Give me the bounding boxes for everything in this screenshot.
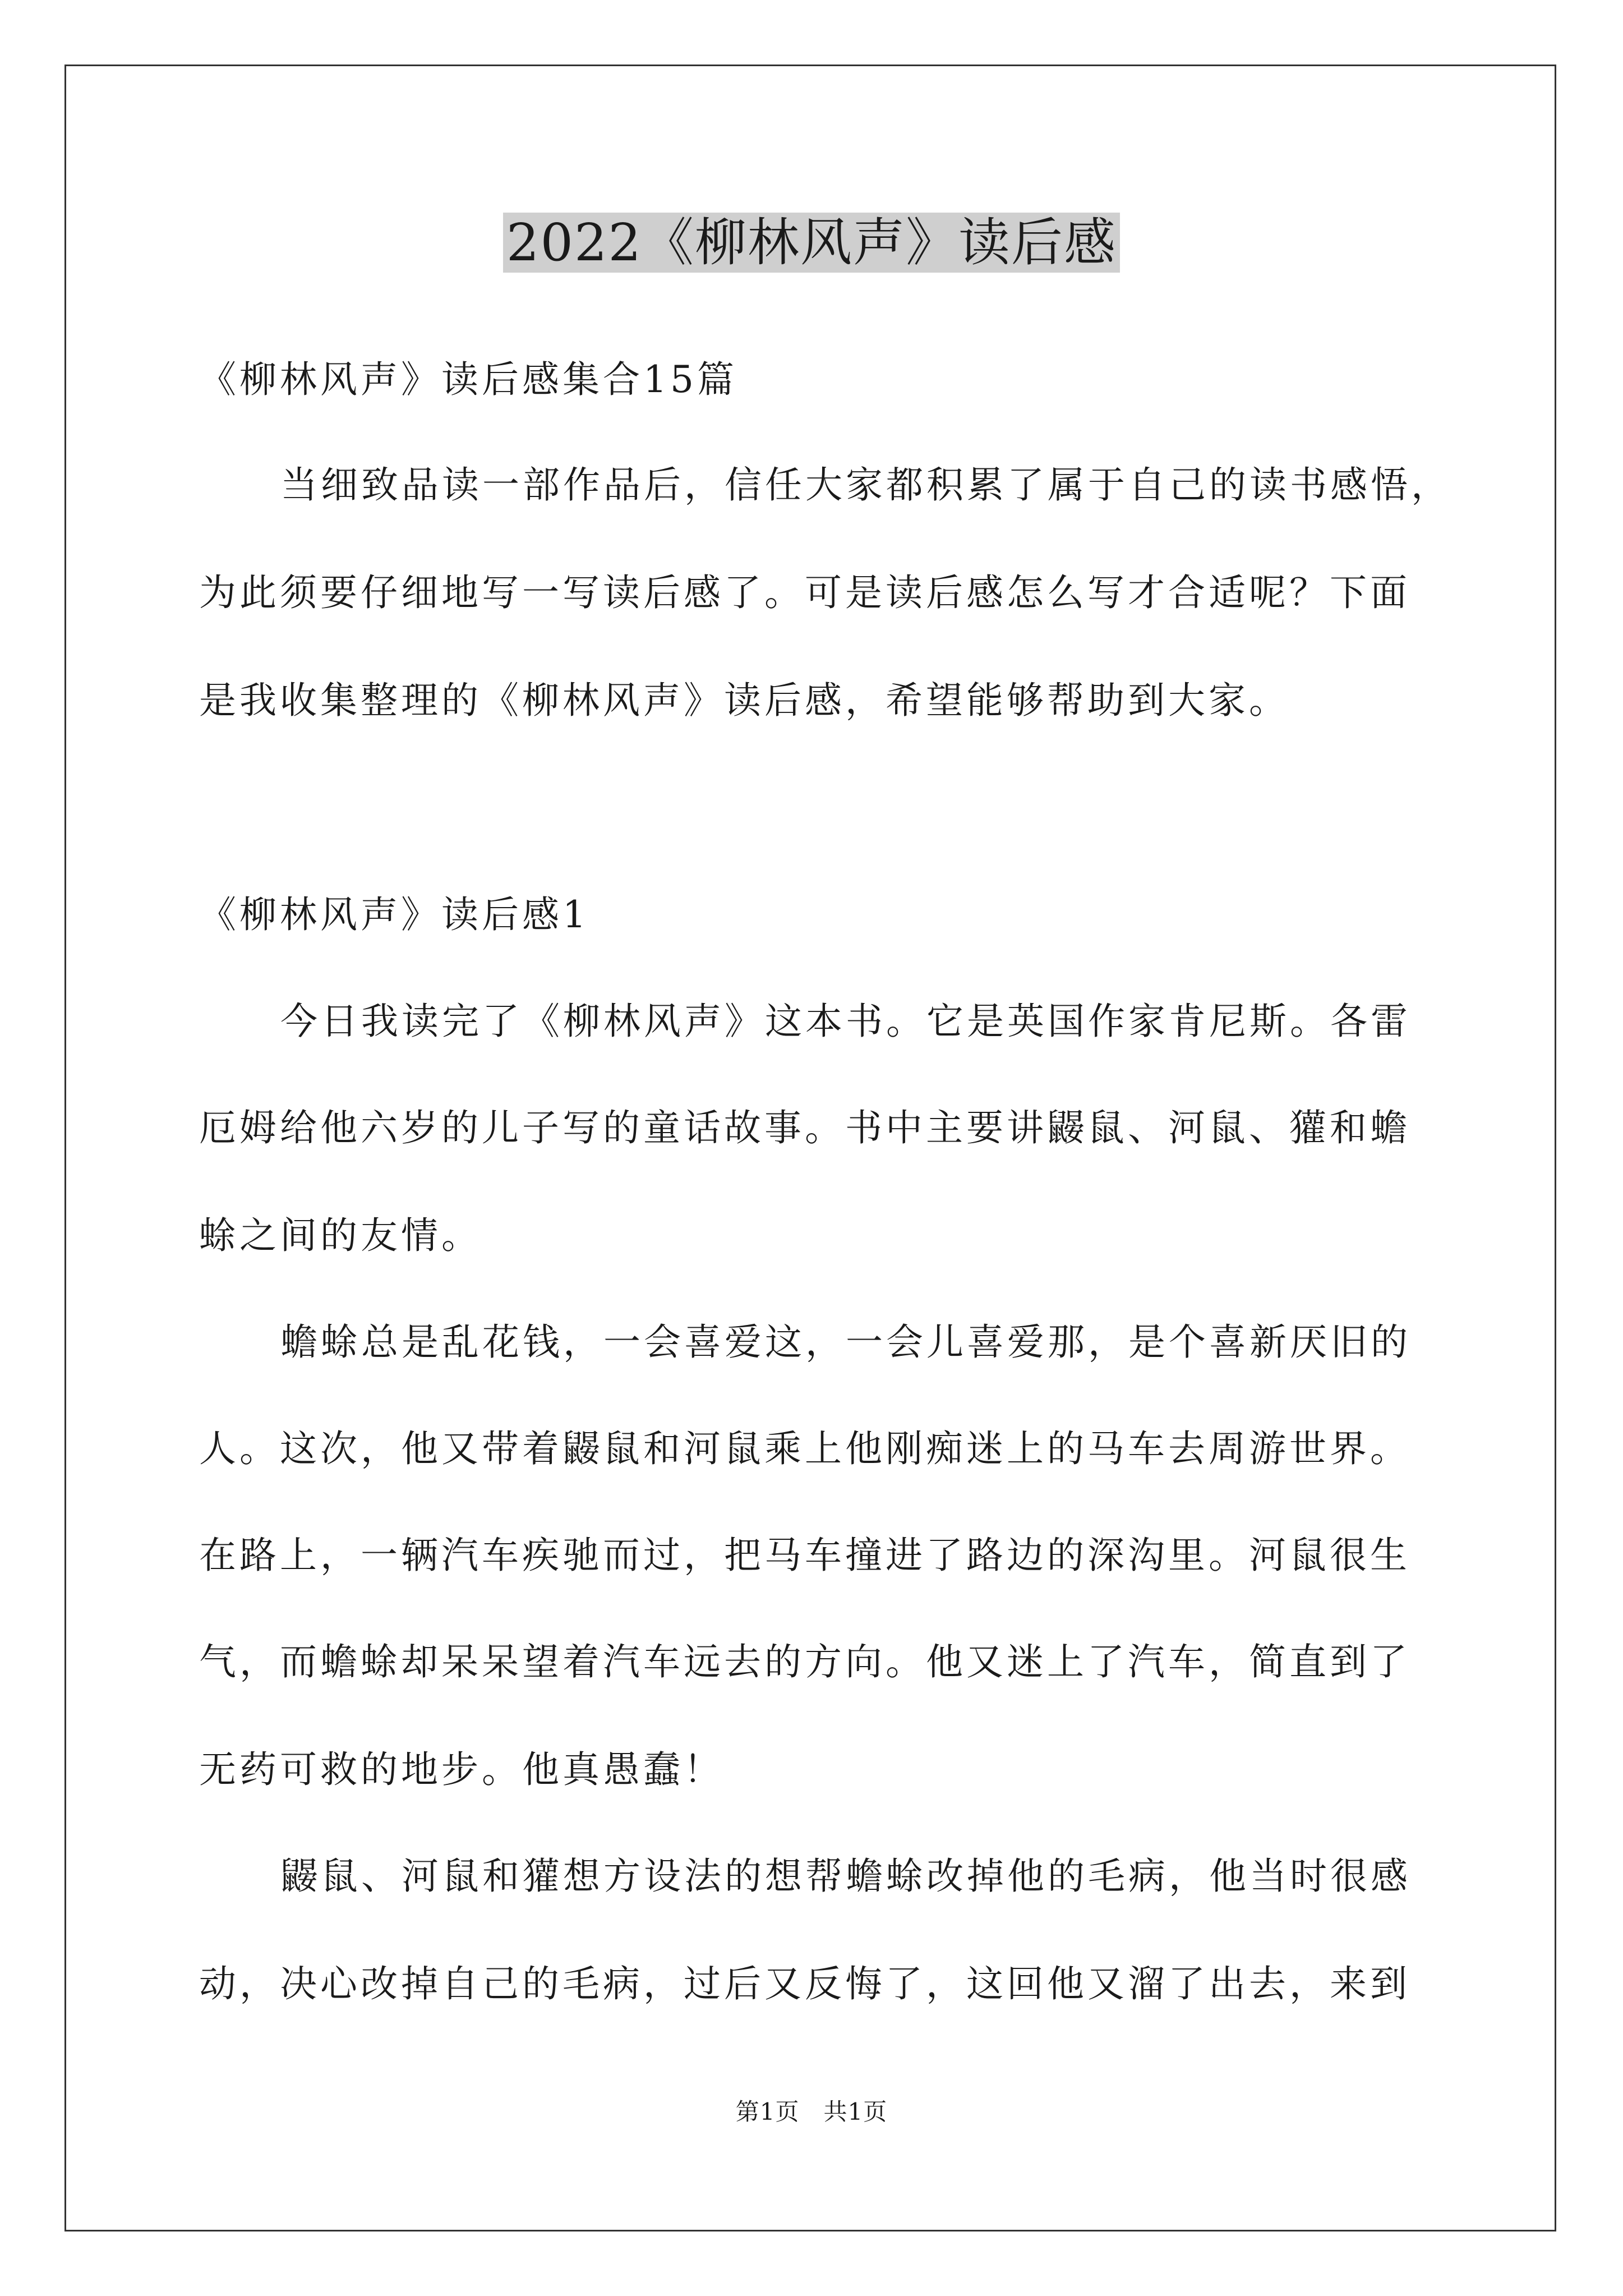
- paragraph-line: 动，决心改掉自己的毛病，过后又反悔了，这回他又溜了出去，来到: [199, 1962, 1410, 2005]
- document-subtitle: 《柳林风声》读后感集合15篇: [199, 358, 737, 401]
- intro-line: 是我收集整理的《柳林风声》读后感，希望能够帮助到大家。: [199, 679, 1289, 722]
- paragraph-line: 鼹鼠、河鼠和獾想方设法的想帮蟾蜍改掉他的毛病，他当时很感: [280, 1855, 1411, 1898]
- paragraph-line: 气，而蟾蜍却呆呆望着汽车远去的方向。他又迷上了汽车，简直到了: [199, 1640, 1410, 1683]
- paragraph-line: 无药可救的地步。他真愚蠢！: [199, 1748, 724, 1791]
- document-title: [0, 206, 1623, 279]
- paragraph-line: 在路上，一辆汽车疾驰而过，把马车撞进了路边的深沟里。河鼠很生: [199, 1534, 1410, 1577]
- intro-line: 为此须要仔细地写一写读后感了。可是读后感怎么写才合适呢？下面: [199, 571, 1410, 614]
- paragraph-line: 蜍之间的友情。: [199, 1214, 482, 1257]
- intro-line: 当细致品读一部作品后，信任大家都积累了属于自己的读书感悟，: [280, 463, 1451, 507]
- paragraph-line: 蟾蜍总是乱花钱，一会喜爱这，一会儿喜爱那，是个喜新厌旧的: [280, 1320, 1411, 1364]
- page-footer: 第1页 共1页: [735, 2098, 888, 2125]
- paragraph-line: 今日我读完了《柳林风声》这本书。它是英国作家肯尼斯。各雷: [280, 1000, 1411, 1043]
- document-title-text: 2022《柳林风声》读后感: [503, 213, 1120, 273]
- section-heading: 《柳林风声》读后感1: [199, 893, 589, 936]
- paragraph-line: 厄姆给他六岁的儿子写的童话故事。书中主要讲鼹鼠、河鼠、獾和蟾: [199, 1106, 1410, 1149]
- paragraph-line: 人。这次，他又带着鼹鼠和河鼠乘上他刚痴迷上的马车去周游世界。: [199, 1427, 1410, 1470]
